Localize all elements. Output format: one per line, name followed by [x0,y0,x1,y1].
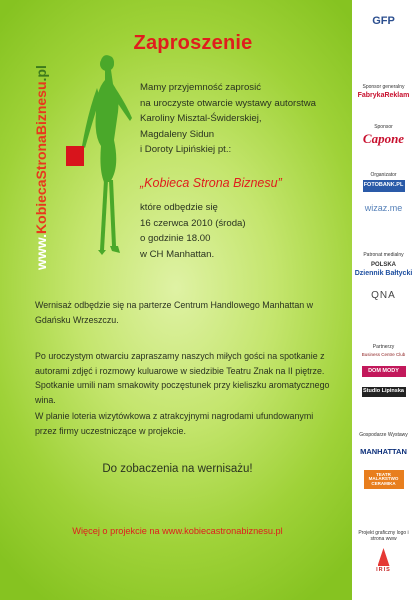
studio-lipinska-logo: Studio Lipinska [362,387,406,397]
sponsor-label: Sponsor [374,124,393,130]
media-patrons-label: Patronat medialny [363,252,404,258]
partners-block [352,344,415,397]
partners-label: Partnerzy [372,344,395,350]
businesswoman-illustration [60,50,150,260]
teatr-znak-logo: TEATR MALARSTWO CERAMIKA [364,470,404,490]
event-details: które odbędzie się 16 czerwca 2010 (środa) o godzinie 18.00 w CH Manhattan. [140,202,246,260]
venue-paragraph: Wernisaż odbędzie się na parterze Centrum Handlowego Manhattan w Gdańsku Wrzeszczu. [35,300,314,325]
media-patrons-block [352,252,415,301]
iris-logo: IRIS [376,567,391,573]
iris-icon [378,548,390,566]
page-title: Zaproszenie [133,32,253,54]
hosts-label: Gospodarze Wystawy [359,432,408,438]
bcc-logo: Business Centre Club [361,352,406,357]
fotobank-logo: FOTOBANK.PL [363,180,405,192]
sponsor-block [352,124,415,145]
exhibition-title: „Kobieca Strona Biznesu” [140,176,282,190]
general-sponsor-block [352,84,415,99]
gfp-logo: GFP [372,15,395,27]
organizer-block [352,172,415,213]
wizaz-logo: wizaz.me [364,202,403,213]
website-link[interactable]: Więcej o projekcie na www.kobiecastronabiznesu.pl [72,526,283,536]
hosts-block [352,432,415,489]
polska-logo: POLSKA [370,262,396,268]
general-sponsor-label: Sponsor generalny [362,84,405,90]
closing-line: Do zobaczenia na wernisażu! [102,463,253,475]
vertical-brand-url: www.KobiecaStronaBiznesu.pl [33,65,49,270]
capone-logo: Capone [362,131,405,146]
graphic-design-block [352,530,415,574]
qna-logo: QNA [371,290,396,301]
reception-paragraph: Po uroczystym otwarciu zapraszamy naszych miłych gości na spotkanie z autorami zdjęć i rozmowy kuluarowe w siedzibie Teatru Znak na II piętrze. Spotkanie umili nam smakowity poczęstunek przy kieliszku aromatycznego wina. [35,351,330,405]
graphic-design-label: Projekt graficzny logo i strona www [358,530,409,542]
sponsors-sidebar [352,0,415,600]
fabryka-reklam-logo: FabrykaReklam [357,92,410,99]
dom-mody-logo: DOM MODY [362,366,406,378]
intro-text: Mamy przyjemność zaprosić na uroczyste otwarcie wystawy autorstwa Karoliny Misztal-Świderskiej, Magdaleny Sidun i Doroty Lipińskiej pt.: [140,82,316,155]
lottery-paragraph: W planie loteria wizytówkowa z atrakcyjnymi nagrodami ufundowanymi przez firmy uczestniczące w projekcie. [35,411,314,436]
gfp-logo-block [352,14,415,27]
red-handbag-icon [66,146,84,166]
manhattan-logo: MANHATTAN [360,447,407,456]
organizer-label: Organizator [370,172,397,178]
dziennik-baltycki-logo: Dziennik Bałtycki [354,270,413,277]
